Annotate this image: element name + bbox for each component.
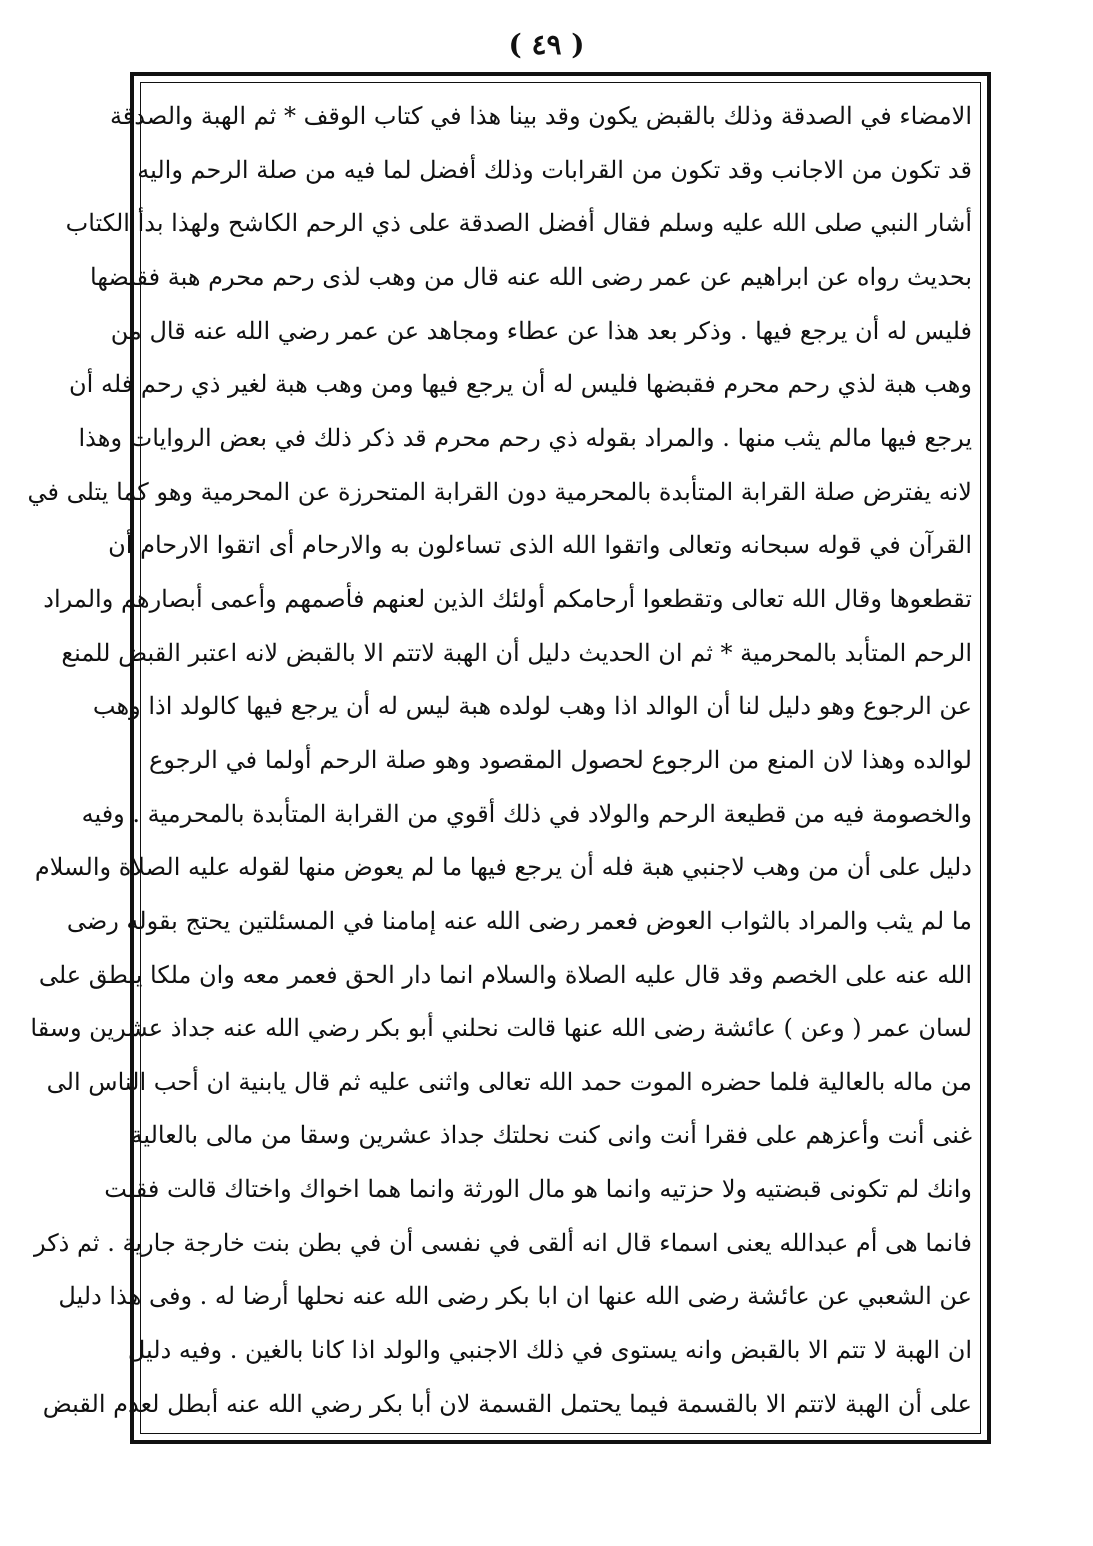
text-line: ما لم يثب والمراد بالثواب العوض فعمر رضى الله عنه إمامنا في المسئلتين يحتج بقوله رضى <box>66 906 972 935</box>
text-line: لسان عمر ( وعن ) عائشة رضى الله عنها قالت نحلني أبو بكر رضي الله عنه جداذ عشرين وسقا <box>30 1014 972 1043</box>
text-line: القرآن في قوله سبحانه وتعالى واتقوا الله الذى تساءلون به والارحام أى اتقوا الارحام أن <box>108 531 972 560</box>
text-line: قد تكون من الاجانب وقد تكون من القرابات وذلك أفضل لما فيه من صلة الرحم واليه <box>137 155 972 184</box>
text-line: بحديث رواه عن ابراهيم عن عمر رضى الله عنه قال من وهب لذى رحم محرم هبة فقبضها <box>90 262 972 291</box>
text-line: من ماله بالعالية فلما حضره الموت حمد الله تعالى واثنى عليه ثم قال يابنية ان أحب الناس الى <box>46 1067 972 1096</box>
text-line: والخصومة فيه من قطيعة الرحم والولاد في ذلك أقوي من القرابة المتأبدة بالمحرمية . وفيه <box>81 799 972 828</box>
page-number: ( ٤٩ ) <box>508 28 585 61</box>
text-line: لانه يفترض صلة القرابة المتأبدة بالمحرمية دون القرابة المتحرزة عن المحرمية وهو كما يتلى في <box>27 477 972 506</box>
text-line: تقطعوها وقال الله تعالى وتقطعوا أرحامكم أولئك الذين لعنهم فأصمهم وأعمى أبصارهم والمراد <box>43 584 972 613</box>
text-line: دليل على أن من وهب لاجنبي هبة فله أن يرجع فيها ما لم يعوض منها لقوله عليه الصلاة والسلام <box>34 853 972 882</box>
text-line: لوالده وهذا لان المنع من الرجوع لحصول المقصود وهو صلة الرحم أولما في الرجوع <box>149 745 972 774</box>
text-line: وانك لم تكونى قبضتيه ولا حزتيه وانما هو مال الورثة وانما هما اخواك واختاك قالت فقلت <box>104 1175 972 1204</box>
text-line: عن الشعبي عن عائشة رضى الله عنها ان ابا بكر رضى الله عنه نحلها أرضا له . وفى هذا دليل <box>58 1282 972 1311</box>
text-line: فانما هى أم عبدالله يعنى اسماء قال انه ألقى في نفسى أن في بطن بنت خارجة جارية . ثم ذكر <box>33 1228 972 1257</box>
text-line: وهب هبة لذي رحم محرم فقبضها فليس له أن يرجع فيها ومن وهب هبة لغير ذي رحم فله أن <box>69 370 972 399</box>
text-line: ان الهبة لا تتم الا بالقبض وانه يستوى في ذلك الاجنبي والولد اذا كانا بالغين . وفيه دليل <box>127 1336 972 1365</box>
page-border-inner <box>27 82 981 1434</box>
text-line: فليس له أن يرجع فيها . وذكر بعد هذا عن عطاء ومجاهد عن عمر رضي الله عنه قال من <box>110 316 972 345</box>
text-line: يرجع فيها مالم يثب منها . والمراد بقوله ذي رحم محرم قد ذكر ذلك في بعض الروايات وهذا <box>78 423 972 452</box>
text-block <box>27 97 972 1423</box>
text-line: عن الرجوع وهو دليل لنا أن الوالد اذا وهب لولده هبة ليس له أن يرجع فيها كالولد اذا وهب <box>92 692 972 721</box>
text-line: أشار النبي صلى الله عليه وسلم فقال أفضل الصدقة على ذي الرحم الكاشح ولهذا بدأ الكتاب <box>65 209 972 238</box>
page-border-outer <box>27 72 991 1444</box>
text-line: غنى أنت وأعزهم على فقرا أنت وانى كنت نحلتك جداذ عشرين وسقا من مالى بالعالية <box>130 1121 972 1150</box>
text-line: الرحم المتأبد بالمحرمية * ثم ان الحديث دليل أن الهبة لاتتم الا بالقبض لانه اعتبر القبض للمنع <box>61 638 972 667</box>
text-line: الامضاء في الصدقة وذلك بالقبض يكون وقد بينا هذا في كتاب الوقف * ثم الهبة والصدقة <box>109 102 972 130</box>
text-line: الله عنه على الخصم وقد قال عليه الصلاة والسلام انما دار الحق فعمر معه وان ملكا ينطق على <box>38 960 972 989</box>
text-line: على أن الهبة لاتتم الا بالقسمة فيما يحتمل القسمة لان أبا بكر رضي الله عنه أبطل لعدم القبض <box>42 1389 972 1418</box>
